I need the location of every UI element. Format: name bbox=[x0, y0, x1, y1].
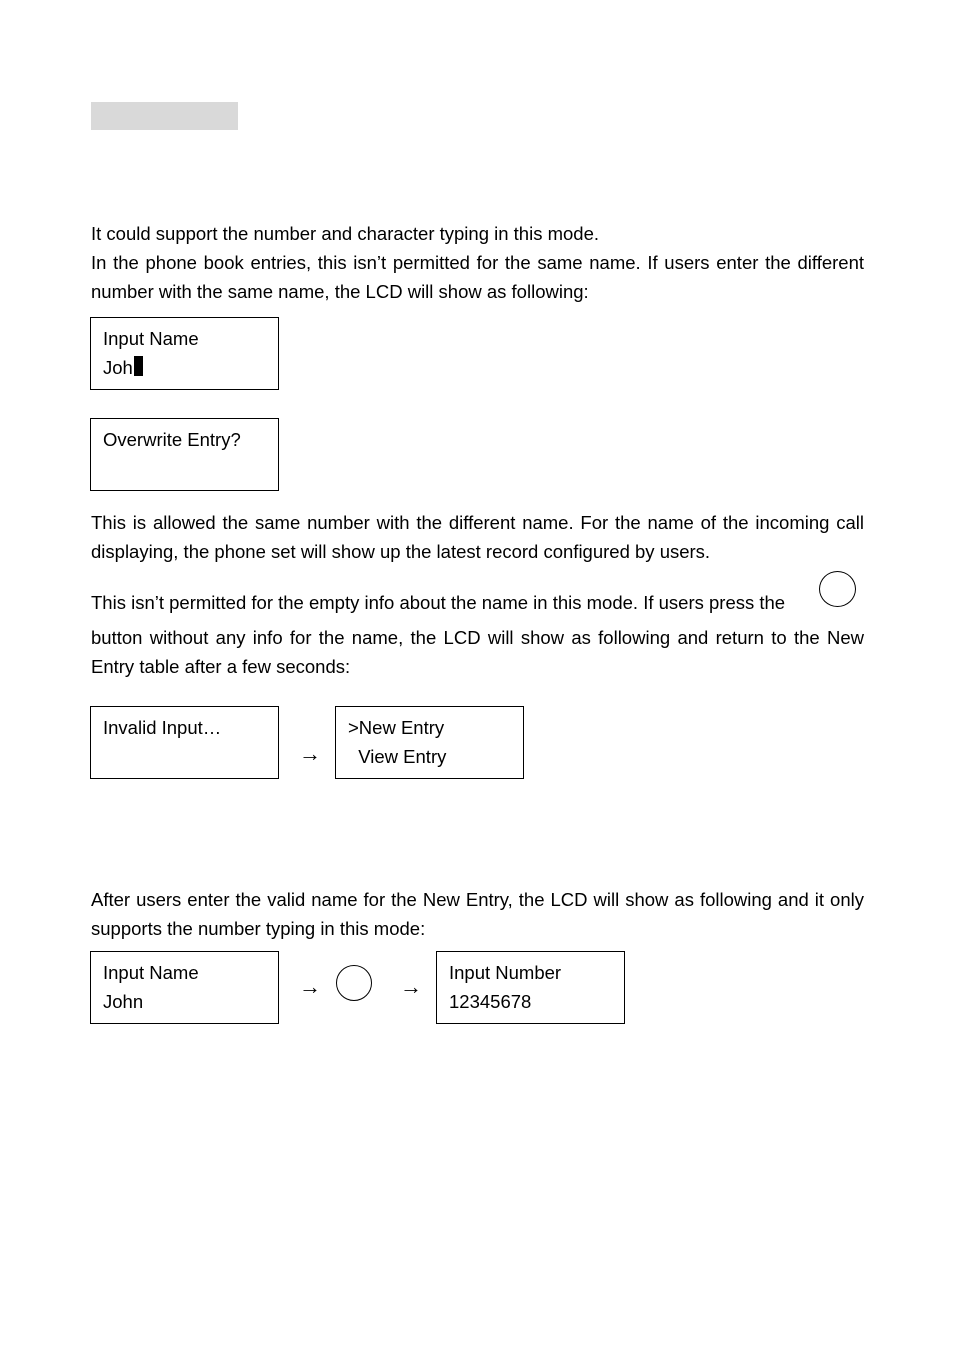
empty-name-paragraph bbox=[91, 588, 864, 681]
lcd-row-1: Invalid Input… bbox=[103, 717, 222, 738]
same-number-paragraph: This is allowed the same number with the different name. For the name of the incoming call displaying, the phone set will show up the latest record configured by users. bbox=[91, 512, 864, 562]
lcd-input-name-john bbox=[90, 951, 279, 1024]
lcd-invalid-input bbox=[90, 706, 279, 779]
section-heading-placeholder bbox=[91, 102, 238, 130]
valid-name-paragraph: After users enter the valid name for the New Entry, the LCD will show as following and it only supports the number typing in this mode: bbox=[91, 889, 864, 939]
arrow-right-icon: → bbox=[400, 974, 422, 999]
intro-paragraph bbox=[91, 219, 864, 306]
arrow-right-icon: → bbox=[299, 974, 321, 999]
lcd-row-2: John bbox=[103, 991, 144, 1012]
arrow-right-icon: → bbox=[299, 741, 321, 766]
lcd-row-1: Overwrite Entry? bbox=[103, 429, 241, 450]
intro-line-2: In the phone book entries, this isn’t permitted for the same name. If users enter the different number with the same name, the LCD will show as following: bbox=[91, 252, 864, 302]
lcd-input-name-cursor bbox=[90, 317, 279, 390]
lcd-input-number bbox=[436, 951, 625, 1024]
lcd-row-2: 12345678 bbox=[449, 991, 532, 1012]
lcd-menu-view-entry: View Entry bbox=[348, 746, 447, 767]
lcd-row-1: Input Name bbox=[103, 328, 199, 349]
empty-name-part-1: This isn’t permitted for the empty info about the name in this mode. If users press the bbox=[91, 592, 786, 613]
text-cursor-icon bbox=[134, 356, 143, 376]
intro-line-1: It could support the number and character typing in this mode. bbox=[91, 223, 600, 244]
lcd-row-1: Input Name bbox=[103, 962, 199, 983]
empty-name-part-2: button without any info for the name, the LCD will show as following and return to the New Entry table after a few seconds: bbox=[91, 627, 864, 677]
lcd-menu-new-entry: >New Entry bbox=[348, 717, 445, 738]
lcd-name-value: Joh bbox=[103, 357, 133, 378]
lcd-overwrite-entry bbox=[90, 418, 279, 491]
lcd-new-entry-menu bbox=[335, 706, 524, 779]
confirm-button-icon bbox=[336, 965, 372, 1001]
lcd-row-1: Input Number bbox=[449, 962, 562, 983]
lcd-row-2 bbox=[103, 353, 278, 382]
